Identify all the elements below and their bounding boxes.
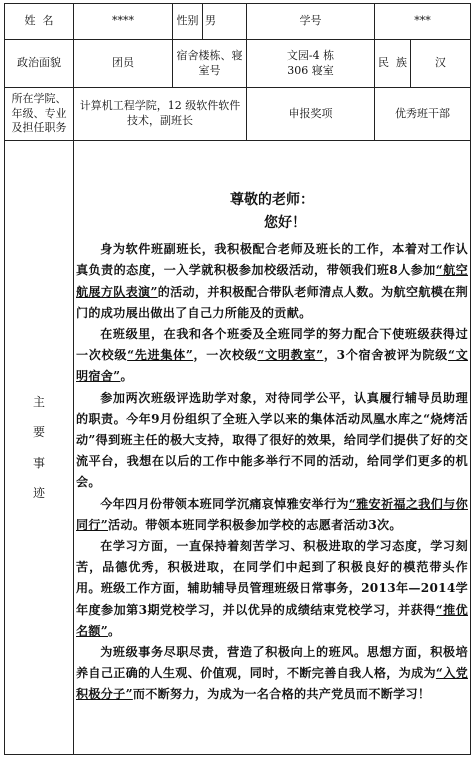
- paragraph-text: 。: [120, 369, 133, 384]
- deeds-paragraphs: [76, 239, 468, 705]
- student-id-value: ***: [375, 4, 471, 40]
- highlighted-honor-text: “航空航展方队表演”: [76, 263, 469, 299]
- paragraph-text: 活动。带领本班同学积极参加学校的志愿者活动3次。: [108, 517, 402, 532]
- paragraph-text: 的活动，并积极配合带队老师清点人数。为航空航模在荆门的成功展出做出了自己力所能及的贡献。: [76, 284, 468, 320]
- main-deeds-label: [5, 141, 74, 755]
- paragraph-text: 在学习方面，一直保持着刻苦学习、积极进取的学习态度，学习刻苦，品德优秀，积极进取，在同学们中起到了积极良好的模范带头作用。班级工作方面，辅助辅导员管理班级日常事务，2013年—2014学年度参加第3期党校学习，并以优异的成绩结束党校学习，并获得: [76, 539, 468, 617]
- award-label: 申报奖项: [247, 88, 375, 141]
- highlighted-honor-text: “文明教室”: [257, 348, 324, 363]
- dorm-value: [247, 40, 375, 88]
- deeds-paragraph: [76, 642, 468, 706]
- row-main-deeds: [5, 141, 471, 755]
- deeds-paragraph: [76, 388, 468, 494]
- politics-value: 团员: [74, 40, 173, 88]
- highlighted-honor-text: “雅安祈福之我们与你同行”: [76, 496, 468, 532]
- highlighted-honor-text: “入党积极分子”: [76, 666, 468, 702]
- gender-value: 男: [203, 4, 247, 40]
- paragraph-text: 身为软件班副班长，我积极配合老师及班长的工作，本着对工作认真负责的态度，一入学就积极参加校级活动，带领我们班8人参加: [76, 242, 468, 278]
- politics-label: 政治面貌: [5, 40, 74, 88]
- gender-label: 性别: [173, 4, 203, 40]
- paragraph-text: 而不断努力，为成为一名合格的共产党员而不断学习！: [132, 687, 431, 702]
- row-college: [5, 88, 471, 141]
- deeds-paragraph: [76, 494, 468, 536]
- application-form-table: [4, 3, 471, 755]
- student-id-label: 学号: [247, 4, 375, 40]
- highlighted-honor-text: “文明宿舍”: [76, 348, 468, 384]
- ethnicity-value: 汉: [411, 40, 471, 88]
- main-deeds-label-char: 要: [32, 425, 45, 440]
- dorm-value-line2: 306 寝室: [287, 63, 334, 77]
- paragraph-text: 今年四月份带领本班同学沉痛哀悼雅安举行为: [100, 496, 349, 511]
- greeting: 尊敬的老师：: [230, 192, 314, 209]
- highlighted-honor-text: “推优名额”: [76, 602, 469, 638]
- deeds-paragraph: [76, 324, 468, 388]
- dorm-value-line1: 文园-4 栋: [286, 48, 335, 62]
- award-value: 优秀班干部: [375, 88, 471, 141]
- row-name: [5, 4, 471, 40]
- name-label: 姓 名: [5, 4, 74, 40]
- paragraph-text: 。: [108, 623, 121, 638]
- paragraph-text: 参加两次班级评选助学对象，对待同学公平，认真履行辅导员助理的职责。今年9月份组织了全班入学以来的集体活动凤凰水库之“烧烤活动”得到班主任的极大支持，取得了很好的效果，给同学们提供了好的交流平台，我想在以后的工作中能多举行不同的活动，给同学们更多的机会。: [76, 390, 468, 490]
- deeds-paragraph: [76, 536, 468, 642]
- paragraph-text: ，一次校级: [193, 348, 258, 363]
- college-label: 所在学院、年级、专业及担任职务: [5, 88, 74, 141]
- main-deeds-label-char: 主: [32, 395, 45, 410]
- paragraph-text: 为班级事务尽职尽责，营造了积极向上的班风。思想方面，积极培养自己正确的人生观、价值观，同时，不断完善自我人格，为成为: [76, 645, 468, 681]
- college-value: 计算机工程学院，12 级软件软件技术，副班长: [74, 88, 247, 141]
- main-deeds-label-chars: [7, 394, 71, 501]
- main-deeds-label-char: 事: [32, 455, 45, 470]
- dorm-label: 宿舍楼栋、寝室号: [173, 40, 247, 88]
- ethnicity-label: 民 族: [375, 40, 411, 88]
- row-politics: [5, 40, 471, 88]
- paragraph-text: 在班级里，在我和各个班委及全班同学的努力配合下使班级获得过一次校级: [76, 326, 468, 363]
- paragraph-text: ，3个宿舍被评为院级: [323, 348, 448, 363]
- hello-text: 您好！: [264, 215, 306, 232]
- deeds-paragraph: [76, 239, 468, 324]
- main-deeds-content: [74, 141, 471, 755]
- highlighted-honor-text: “先进集体”: [127, 348, 194, 363]
- main-deeds-label-char: 迹: [32, 485, 45, 500]
- name-value: ****: [74, 4, 173, 40]
